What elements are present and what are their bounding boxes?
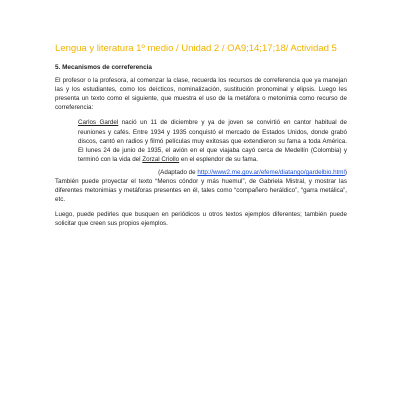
section-title: 5. Mecanismos de correferencia: [55, 64, 152, 71]
quote-paragraph: [78, 118, 347, 163]
quoted-text-block: [78, 118, 347, 177]
quote-epithet-link[interactable]: Zorzal Criollo: [142, 155, 180, 163]
page-header-title: Lengua y literatura 1º medio / Unidad 2 / OA9;14;17;18/ Actividad 5: [55, 43, 337, 54]
paragraph-examples: Luego, puede pedirles que busquen en periódicos u otros textos ejemplos diferentes; también puede solicitar que creen sus propios ejemplos.: [55, 211, 347, 228]
source-suffix: ): [344, 168, 347, 176]
quote-body-part2: en el esplendor de su fama.: [179, 155, 258, 163]
quote-body-part1: nació un 11 de diciembre y ya de joven se convirtió en cantor habitual de reuniones y cafés. Entre 1934 y 1935 conquistó el mercado de Estados Unidos, donde grabó discos, cantó en radios y filmó películas muy exitosas que extendieron su fama a toda América. El lunes 24 de junio de 1935, el avión en el que viajaba cayó cerca de Medellín (Colombia) y terminó con la vida del: [78, 119, 347, 163]
document-content: [55, 63, 347, 235]
source-prefix: (Adaptado de: [158, 168, 198, 176]
intro-paragraph: El profesor o la profesora, al comenzar la clase, recuerda los recursos de correferencia que ya manejan las y los estudiantes, como los deícticos, nominalización, sustitución pronominal y elipsis. Luego les presenta un texto como el siguiente, que muestra el uso de la metáfora o metonimia como recurso de correferencia:: [55, 77, 347, 112]
quote-subject-link[interactable]: Carlos Gardel: [78, 119, 119, 127]
source-link[interactable]: http://www2.me.gov.ar/efeme/diatango/gardelbio.html: [197, 168, 345, 176]
quote-source: [78, 168, 347, 177]
paragraph-mistral: También puede proyectar el texto “Menos cóndor y más huemul”, de Gabriela Mistral, y mostrar las diferentes metonimias y metáforas presentes en él, tales como “compañero heráldico”, “garra metálica”, etc.: [55, 178, 347, 204]
